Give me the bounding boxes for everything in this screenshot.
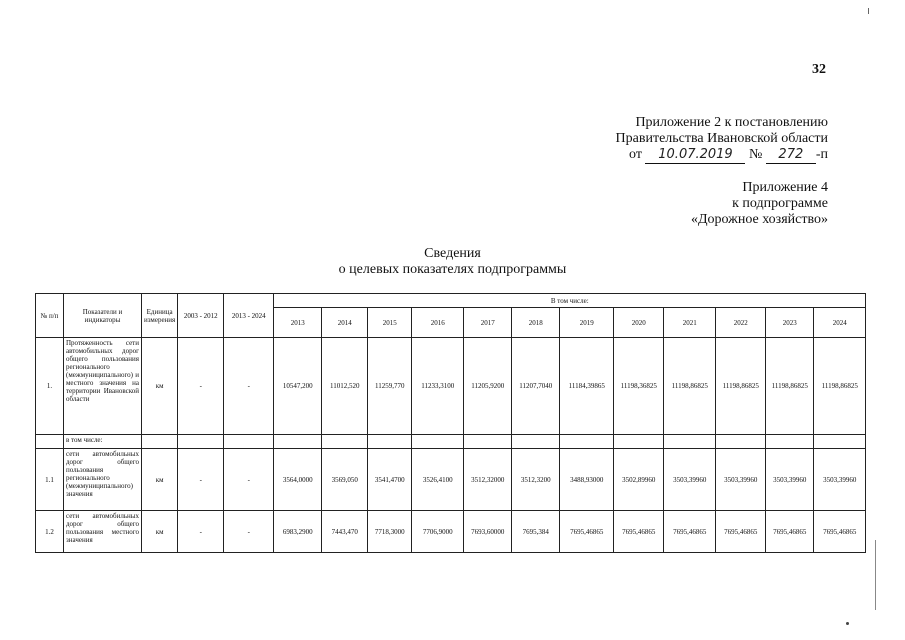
- row-value: 11205,9200: [464, 338, 512, 435]
- header-year: 2016: [412, 308, 464, 338]
- header-year: 2013: [274, 308, 322, 338]
- row-value: 7706,9000: [412, 511, 464, 553]
- row-value: 11198,86825: [664, 338, 716, 435]
- table-subheader-row: [36, 435, 866, 449]
- row-indicator: сети автомобильных дорог общего пользования регионального (межмуниципального) значения: [64, 449, 142, 511]
- header-year: 2018: [512, 308, 560, 338]
- header-year: 2014: [322, 308, 368, 338]
- header-year: 2021: [664, 308, 716, 338]
- row-value: 11259,770: [368, 338, 412, 435]
- header-period: 2003 - 2012: [178, 294, 224, 338]
- row-value: 11198,86825: [766, 338, 814, 435]
- row-period: -: [224, 338, 274, 435]
- row-value: 7695,46865: [766, 511, 814, 553]
- document-title: [0, 246, 905, 278]
- row-period: -: [178, 338, 224, 435]
- header-including: В том числе:: [274, 294, 866, 308]
- row-value: 3502,89960: [614, 449, 664, 511]
- row-value: 7695,46865: [664, 511, 716, 553]
- header-year: 2020: [614, 308, 664, 338]
- header-num: № п/п: [36, 294, 64, 338]
- header-year: 2024: [814, 308, 866, 338]
- scan-mark: [875, 540, 876, 610]
- scan-mark: [846, 622, 849, 625]
- row-value: 11233,3100: [412, 338, 464, 435]
- table-row: [36, 511, 866, 553]
- appendix-line: к подпрограмме: [732, 196, 828, 211]
- row-value: 11198,86825: [716, 338, 766, 435]
- title-line: Сведения: [424, 246, 481, 261]
- number-label: №: [748, 147, 763, 162]
- row-value: 11184,39865: [560, 338, 614, 435]
- row-value: 7693,60000: [464, 511, 512, 553]
- row-num: [36, 435, 64, 449]
- row-num: 1.2: [36, 511, 64, 553]
- row-value: 3526,4100: [412, 449, 464, 511]
- header-year: 2017: [464, 308, 512, 338]
- row-value: 3541,4700: [368, 449, 412, 511]
- row-value: 3503,39960: [716, 449, 766, 511]
- row-subheader: в том числе:: [64, 435, 142, 449]
- header-year: 2015: [368, 308, 412, 338]
- row-value: 3503,39960: [766, 449, 814, 511]
- row-value: 3564,0000: [274, 449, 322, 511]
- row-period: -: [224, 449, 274, 511]
- header-line: Правительства Ивановской области: [615, 131, 828, 146]
- header-period: 2013 - 2024: [224, 294, 274, 338]
- row-value: 6983,2900: [274, 511, 322, 553]
- row-value: 11198,36825: [614, 338, 664, 435]
- table-row: [36, 338, 866, 435]
- indicators-table: [35, 293, 866, 553]
- row-period: -: [224, 511, 274, 553]
- row-unit: км: [142, 511, 178, 553]
- number-suffix: -п: [815, 147, 828, 162]
- row-unit: км: [142, 449, 178, 511]
- appendix-line: «Дорожное хозяйство»: [690, 212, 828, 227]
- row-value: 7718,3000: [368, 511, 412, 553]
- page-number: 32: [812, 62, 826, 77]
- row-value: 11207,7040: [512, 338, 560, 435]
- header-year: 2022: [716, 308, 766, 338]
- header-date-line: [616, 147, 828, 164]
- table-row: [36, 449, 866, 511]
- row-value: 3503,39960: [814, 449, 866, 511]
- row-value: 7695,46865: [614, 511, 664, 553]
- row-value: 3569,050: [322, 449, 368, 511]
- row-num: 1.1: [36, 449, 64, 511]
- row-period: -: [178, 511, 224, 553]
- header-line: Приложение 2 к постановлению: [635, 115, 828, 130]
- row-value: 7695,46865: [716, 511, 766, 553]
- row-value: 3488,93000: [560, 449, 614, 511]
- appendix-header: [691, 180, 828, 228]
- header-unit: Единица измерения: [142, 294, 178, 338]
- handwritten-date: 10.07.2019: [645, 147, 745, 164]
- row-value: 3503,39960: [664, 449, 716, 511]
- header-indicator: Показатели и индикаторы: [64, 294, 142, 338]
- row-value: 3512,3200: [512, 449, 560, 511]
- title-line: о целевых показателях подпрограммы: [338, 262, 567, 277]
- row-value: 7443,470: [322, 511, 368, 553]
- handwritten-number: 272: [766, 147, 816, 164]
- resolution-header: [616, 115, 828, 164]
- appendix-line: Приложение 4: [742, 180, 828, 195]
- row-indicator: Протяженность сети автомобильных дорог общего пользования регионального (межмуниципального) и местного значения на территории Ивановской области: [64, 338, 142, 435]
- row-value: 7695,46865: [814, 511, 866, 553]
- row-period: -: [178, 449, 224, 511]
- row-unit: км: [142, 338, 178, 435]
- row-indicator: сети автомобильных дорог общего пользования местного значения: [64, 511, 142, 553]
- row-value: 11198,86825: [814, 338, 866, 435]
- row-num: 1.: [36, 338, 64, 435]
- row-value: 7695,384: [512, 511, 560, 553]
- from-label: от: [629, 147, 642, 162]
- header-year: 2019: [560, 308, 614, 338]
- header-year: 2023: [766, 308, 814, 338]
- row-value: 3512,32000: [464, 449, 512, 511]
- row-value: 11012,520: [322, 338, 368, 435]
- row-value: 7695,46865: [560, 511, 614, 553]
- scan-mark: [868, 8, 869, 14]
- row-value: 10547,200: [274, 338, 322, 435]
